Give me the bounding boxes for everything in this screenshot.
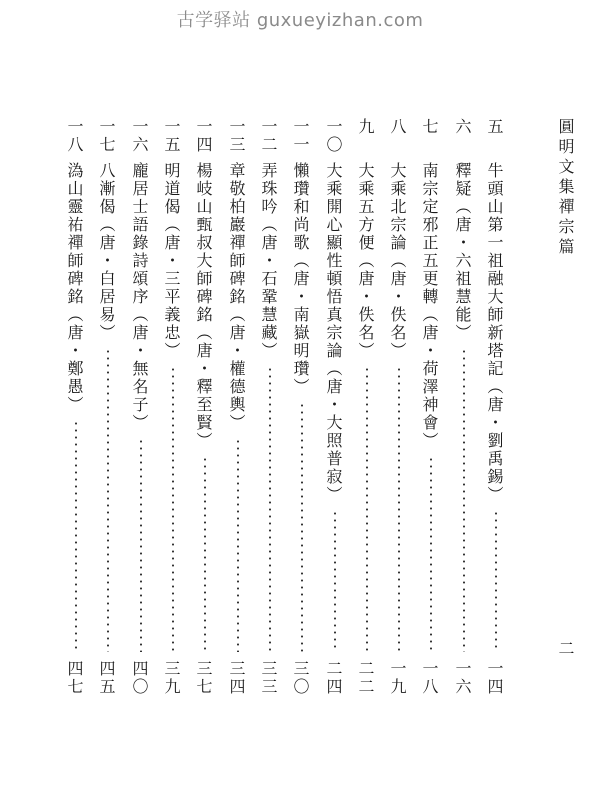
toc-entry-page: 一八 [420,660,439,696]
dot-leader [366,366,368,652]
toc-entry [357,118,379,698]
toc-entry-title: 龐居士語錄詩頌序（唐・無名子） [130,162,149,432]
book-title: 圓明文集禪宗篇 [556,118,575,258]
toc-entry-page: 四五 [97,660,116,696]
toc-entry-page: 二二 [356,660,375,696]
toc-entry-page: 三四 [227,660,246,696]
toc-entry [486,118,508,698]
toc-entry-number: 一五 [162,118,181,154]
toc-entry [131,118,153,698]
dot-leader [495,510,497,652]
dot-leader [334,510,336,652]
toc-entry-number: 一七 [97,118,116,154]
toc-entry-title: 牛頭山第一祖融大師新塔記（唐・劉禹錫） [485,162,504,504]
toc-entry-number: 八 [388,118,407,136]
toc-entry-number: 六 [453,118,472,136]
toc-entry-title: 釋疑（唐・六祖慧能） [453,162,472,342]
toc-entry-number: 九 [356,118,375,136]
dot-leader [398,366,400,652]
dot-leader [107,348,109,652]
toc-entry-page: 三三 [259,660,278,696]
toc-entry-title: 章敬柏巖禪師碑銘（唐・權德輿） [227,162,246,432]
toc-entry [454,118,476,698]
toc-entry-title: 懶瓚和尚歌（唐・南嶽明瓚） [291,162,310,396]
toc-entry-page: 一九 [388,660,407,696]
toc-entry [228,118,250,698]
toc-entry-page: 三〇 [291,660,310,696]
toc-entry-number: 一二 [259,118,278,154]
toc-entry [421,118,443,698]
toc-entry-page: 三九 [162,660,181,696]
dot-leader [140,438,142,652]
toc-entry-page: 一六 [453,660,472,696]
toc-entry [195,118,217,698]
toc-entry-title: 明道偈（唐・三平義忠） [162,162,181,360]
toc-entry-number: 一六 [130,118,149,154]
toc-entry-number: 一三 [227,118,246,154]
toc-entry [325,118,347,698]
toc-entry-title: 南宗定邪正五更轉（唐・荷澤神會） [420,162,439,450]
toc-entry-page: 四七 [65,660,84,696]
toc-entry-title: 大乘五方便（唐・佚名） [356,162,375,360]
dot-leader [172,366,174,652]
dot-leader [269,366,271,652]
toc-entry-title: 溈山靈祐禪師碑銘（唐・鄭愚） [65,162,84,414]
toc-entry-title: 大乘開心顯性頓悟真宗論（唐・大照普寂） [324,162,343,504]
watermark: 古学驿站 guxueyizhan.com [176,10,424,31]
toc-entry-page: 三七 [194,660,213,696]
toc-entry-number: 一八 [65,118,84,154]
dot-leader [237,438,239,652]
toc-entry-title: 八漸偈（唐・白居易） [97,162,116,342]
dot-leader [204,456,206,652]
toc-entry-number: 一一 [291,118,310,154]
toc-entry-page: 四〇 [130,660,149,696]
toc-entry-title: 弄珠吟（唐・石鞏慧藏） [259,162,278,360]
toc-entry [163,118,185,698]
dot-leader [301,402,303,652]
toc-entry-number: 七 [420,118,439,136]
toc-entry-page: 二四 [324,660,343,696]
toc-entry-number: 五 [485,118,504,136]
toc-entry [389,118,411,698]
toc-entry [66,118,88,698]
dot-leader [75,420,77,652]
dot-leader [463,348,465,652]
toc-entry [260,118,282,698]
toc-entry [292,118,314,698]
toc-entry [98,118,120,698]
toc-entry-title: 大乘北宗論（唐・佚名） [388,162,407,360]
toc-entry-number: 一四 [194,118,213,154]
toc-entry-page: 一四 [485,660,504,696]
toc-entry-title: 楊岐山甄叔大師碑銘（唐・釋至賢） [194,162,213,450]
page-number: 二 [556,640,575,658]
toc-entry-number: 一〇 [324,118,343,154]
dot-leader [430,456,432,652]
